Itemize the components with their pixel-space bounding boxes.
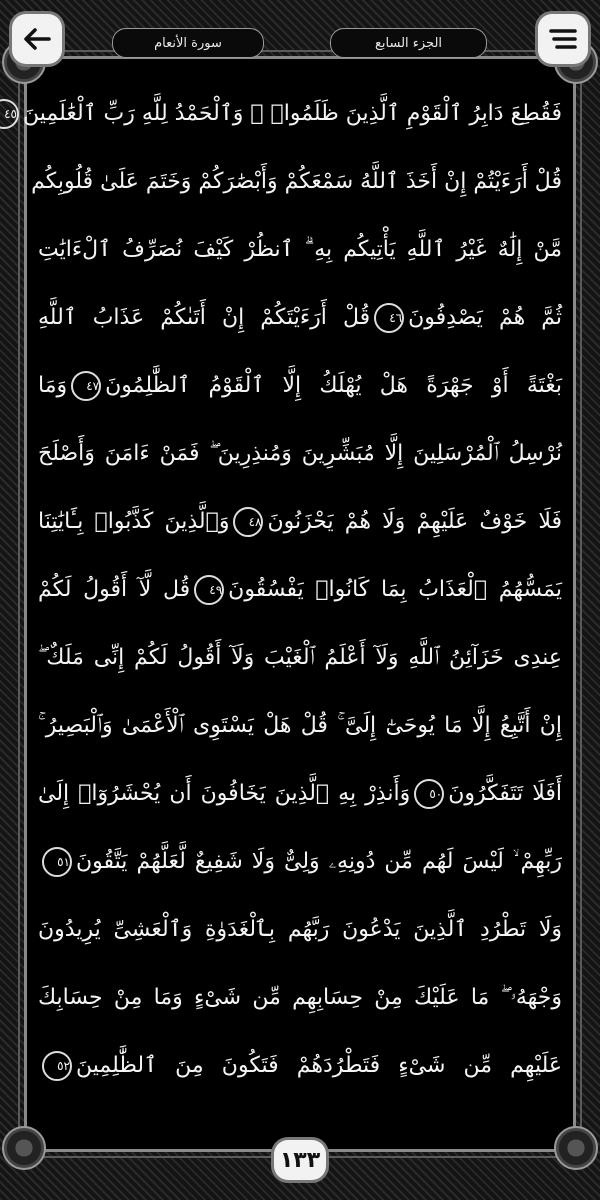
verse-text: ثُمَّ هُمْ يَصْدِفُونَ xyxy=(408,305,562,330)
ayah-number-marker: ٥٠ xyxy=(414,779,444,809)
ayah-number-marker: ٥١ xyxy=(42,847,72,877)
verse-text: رَبِّهِمْ ۙ لَيْسَ لَهُم مِّن دُونِهِۦ وَلِىٌّ وَلَا شَفِيعٌ لَّعَلَّهُمْ يَتَّقُونَ xyxy=(76,849,562,874)
quran-page-text xyxy=(4,80,563,1100)
verse-text: قُلْ أَرَءَيْتَكُمْ إِنْ أَتَىٰكُمْ عَذَابُ ٱللَّهِ xyxy=(38,305,371,330)
verse-text: عَلَيْهِم مِّن شَىْءٍ فَتَطْرُدَهُمْ فَتَكُونَ مِنَ ٱلظَّٰلِمِينَ xyxy=(76,1053,562,1078)
back-button[interactable] xyxy=(12,14,62,64)
text-line xyxy=(38,1032,562,1100)
page-header xyxy=(0,0,600,70)
corner-ornament xyxy=(554,1126,598,1170)
verse-text: وَأَنذِرْ بِهِ ٱلَّذِينَ يَخَافُونَ أَن يُحْشَرُوٓا۟ إِلَىٰ xyxy=(38,781,411,806)
text-line xyxy=(38,624,562,692)
text-line xyxy=(38,896,562,964)
verse-text: قُل لَّآ أَقُولُ لَكُمْ xyxy=(38,577,191,602)
text-line xyxy=(38,284,562,352)
corner-ornament xyxy=(2,1126,46,1170)
text-line xyxy=(38,828,562,896)
ayah-number-marker: ٤٧ xyxy=(71,371,101,401)
text-line xyxy=(38,556,562,624)
verse-text: مَّنْ إِلَٰهٌ غَيْرُ ٱللَّهِ يَأْتِيكُم بِهِ ۗ ٱنظُرْ كَيْفَ نُصَرِّفُ ٱلْءَايَٰتِ xyxy=(38,237,562,262)
verse-text: نُرْسِلُ ٱلْمُرْسَلِينَ إِلَّا مُبَشِّرِينَ وَمُنذِرِينَ ۖ فَمَنْ ءَامَنَ وَأَصْلَحَ xyxy=(38,441,562,466)
juz-label: الجزء السابع xyxy=(330,28,487,58)
text-line xyxy=(38,760,562,828)
arrow-left-icon xyxy=(22,27,52,51)
text-line xyxy=(31,148,562,216)
ayah-number-marker: ٤٥ xyxy=(0,99,19,129)
text-line xyxy=(38,692,562,760)
verse-text: يَمَسُّهُمُ ٱلْعَذَابُ بِمَا كَانُوا۟ يَفْسُقُونَ xyxy=(228,577,562,602)
text-line xyxy=(38,352,562,420)
verse-text: وَمَا xyxy=(38,373,68,398)
menu-icon xyxy=(548,27,578,51)
text-line xyxy=(38,420,562,488)
surah-name-label: سورة الأنعام xyxy=(112,28,264,58)
text-line xyxy=(38,964,562,1032)
menu-button[interactable] xyxy=(538,14,588,64)
text-line xyxy=(38,488,562,556)
ayah-number-marker: ٤٩ xyxy=(194,575,224,605)
verse-text: قُلْ أَرَءَيْتُمْ إِنْ أَخَذَ ٱللَّهُ سَمْعَكُمْ وَأَبْصَٰرَكُمْ وَخَتَمَ عَلَىٰ قُلُوبِكُم xyxy=(31,169,562,194)
ayah-number-marker: ٤٦ xyxy=(374,303,404,333)
verse-text: بَغْتَةً أَوْ جَهْرَةً هَلْ يُهْلَكُ إِلَّا ٱلْقَوْمُ ٱلظَّٰلِمُونَ xyxy=(105,373,562,398)
verse-text: وَجْهَهُۥ ۖ مَا عَلَيْكَ مِنْ حِسَابِهِم مِّن شَىْءٍ وَمَا مِنْ حِسَابِكَ xyxy=(38,985,562,1010)
verse-text: وَٱلَّذِينَ كَذَّبُوا۟ بِـَٔايَٰتِنَا xyxy=(38,509,230,534)
verse-text: أَفَلَا تَتَفَكَّرُونَ xyxy=(448,781,562,806)
verse-text: فَلَا خَوْفٌ عَلَيْهِمْ وَلَا هُمْ يَحْزَنُونَ xyxy=(267,509,563,534)
verse-text: فَقُطِعَ دَابِرُ ٱلْقَوْمِ ٱلَّذِينَ ظَلَمُوا۟ ۚ وَٱلْحَمْدُ لِلَّهِ رَبِّ ٱلْعَٰلَمِينَ xyxy=(22,101,562,126)
page-number: ١٣٣ xyxy=(274,1140,326,1180)
text-line xyxy=(38,216,562,284)
verse-text: إِنْ أَتَّبِعُ إِلَّا مَا يُوحَىٰٓ إِلَىَّ ۚ قُلْ هَلْ يَسْتَوِى ٱلْأَعْمَىٰ وَٱلْبَصِيرُ ۚ xyxy=(38,713,562,738)
verse-text: عِندِى خَزَآئِنُ ٱللَّهِ وَلَآ أَعْلَمُ ٱلْغَيْبَ وَلَآ أَقُولُ لَكُمْ إِنِّى مَلَكٌ ۖ xyxy=(38,645,562,670)
ayah-number-marker: ٥٢ xyxy=(42,1051,72,1081)
verse-text: وَلَا تَطْرُدِ ٱلَّذِينَ يَدْعُونَ رَبَّهُم بِٱلْغَدَوٰةِ وَٱلْعَشِىِّ يُرِيدُونَ xyxy=(38,917,562,942)
text-line xyxy=(4,80,562,148)
ayah-number-marker: ٤٨ xyxy=(233,507,263,537)
